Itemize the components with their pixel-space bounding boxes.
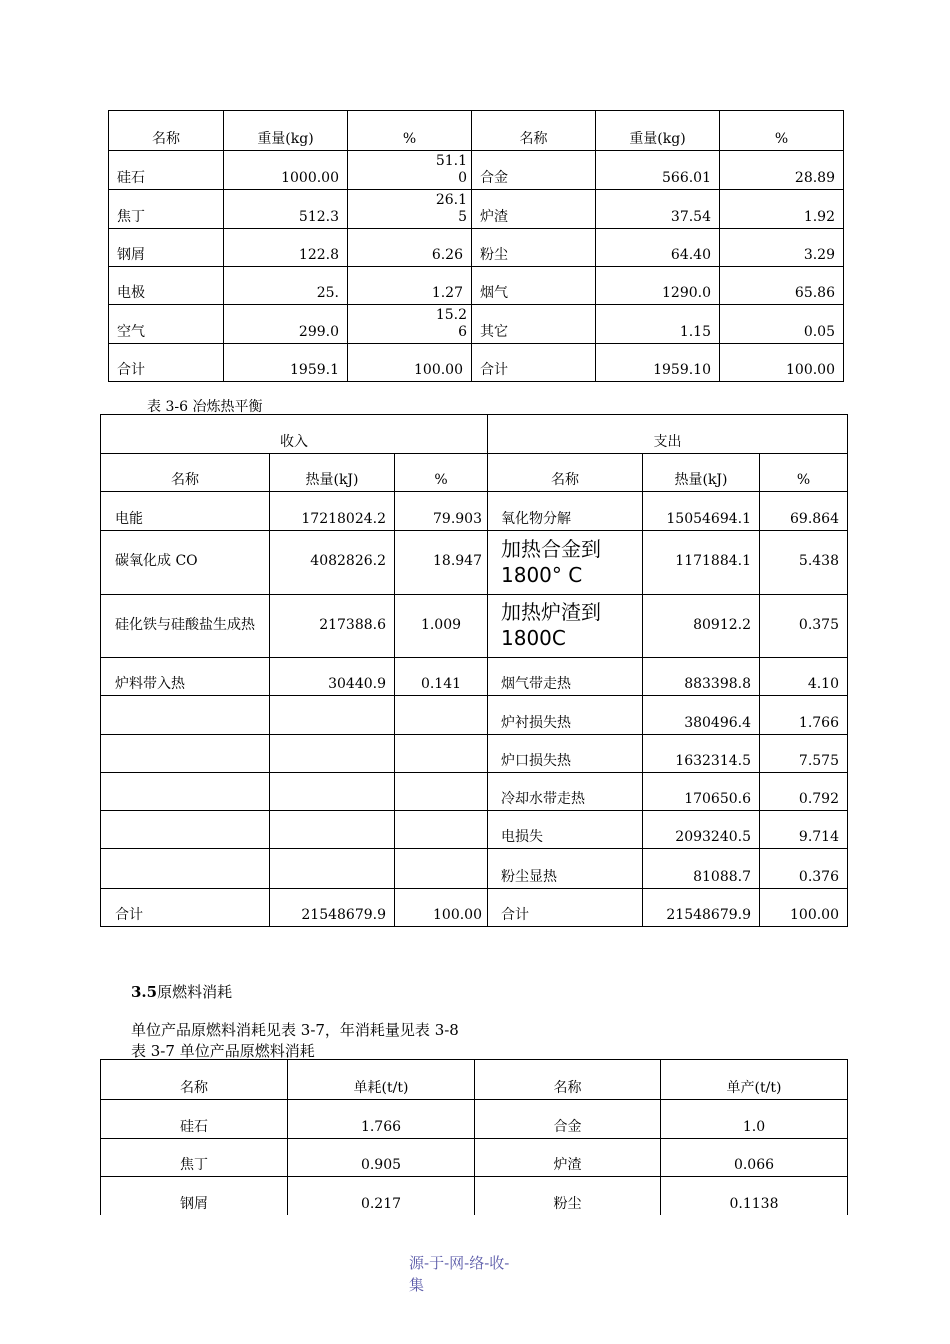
cell-name: 其它 <box>472 305 596 344</box>
cell-name: 钢屑 <box>109 229 224 267</box>
cell-name: 加热合金到1800° C <box>488 531 643 595</box>
cell-name: 粉尘 <box>472 229 596 267</box>
cell-name: 焦丁 <box>101 1139 288 1177</box>
cell-value: 21548679.9 <box>643 889 760 927</box>
table-row <box>109 229 844 267</box>
table-header-row <box>101 454 848 492</box>
header-cell: 名称 <box>488 454 643 492</box>
table-row <box>101 811 848 849</box>
income-header: 收入 <box>101 415 488 454</box>
section-intro: 单位产品原燃料消耗见表 3-7，年消耗量见表 3-8 <box>131 1021 459 1039</box>
cell-value: 170650.6 <box>643 773 760 811</box>
cell-value: 30440.9 <box>270 658 395 696</box>
cell-value: 37.54 <box>596 190 720 229</box>
cell-empty <box>395 735 488 773</box>
cell-name: 氧化物分解 <box>488 492 643 531</box>
cell-percent: 28.89 <box>720 151 844 190</box>
cell-percent: 1.27 <box>348 267 472 305</box>
cell-name: 钢屑 <box>101 1177 288 1215</box>
heat-balance-table <box>100 414 848 927</box>
table-row <box>109 305 844 344</box>
table-header-row <box>109 111 844 151</box>
cell-value: 1290.0 <box>596 267 720 305</box>
cell-name: 合计 <box>101 889 270 927</box>
cell-value: 1.0 <box>661 1100 848 1139</box>
header-cell: 名称 <box>101 1060 288 1100</box>
cell-percent <box>348 151 472 190</box>
cell-percent: 100.00 <box>395 889 488 927</box>
cell-name: 炉渣 <box>472 190 596 229</box>
cell-value: 1959.10 <box>596 344 720 382</box>
cell-percent: 79.903 <box>395 492 488 531</box>
cell-percent: 69.864 <box>760 492 848 531</box>
table-row <box>101 1139 848 1177</box>
cell-empty <box>101 849 270 889</box>
section-heading <box>131 981 232 1002</box>
cell-value: 17218024.2 <box>270 492 395 531</box>
table37-caption: 表 3-7 单位产品原燃料消耗 <box>131 1042 315 1060</box>
header-cell: 名称 <box>472 111 596 151</box>
cell-percent: 100.00 <box>760 889 848 927</box>
cell-empty <box>270 811 395 849</box>
cell-empty <box>395 849 488 889</box>
cell-empty <box>270 696 395 735</box>
cell-value: 0.905 <box>288 1139 475 1177</box>
table36-caption: 表 3-6 冶炼热平衡 <box>147 399 263 415</box>
header-cell: 单耗(t/t) <box>288 1060 475 1100</box>
cell-value: 1959.1 <box>224 344 348 382</box>
cell-percent: 3.29 <box>720 229 844 267</box>
cell-value: 1.15 <box>596 305 720 344</box>
footer-watermark <box>409 1252 529 1296</box>
table-header-row <box>101 1060 848 1100</box>
cell-name: 炉口损失热 <box>488 735 643 773</box>
footer-line: 集 <box>409 1276 425 1294</box>
header-cell: 重量(kg) <box>596 111 720 151</box>
cell-name: 焦丁 <box>109 190 224 229</box>
header-cell: 重量(kg) <box>224 111 348 151</box>
section-number: 3.5 <box>131 983 158 1001</box>
cell-name: 粉尘显热 <box>488 849 643 889</box>
header-cell: 名称 <box>475 1060 661 1100</box>
cell-value: 80912.2 <box>643 595 760 658</box>
cell-percent <box>348 305 472 344</box>
cell-percent: 6.26 <box>348 229 472 267</box>
cell-name: 空气 <box>109 305 224 344</box>
cell-name: 电能 <box>101 492 270 531</box>
consumption-table <box>100 1059 848 1215</box>
cell-percent: 7.575 <box>760 735 848 773</box>
cell-percent: 100.00 <box>348 344 472 382</box>
cell-percent: 1.766 <box>760 696 848 735</box>
cell-value: 380496.4 <box>643 696 760 735</box>
cell-name: 电极 <box>109 267 224 305</box>
cell-empty <box>270 773 395 811</box>
cell-name: 烟气带走热 <box>488 658 643 696</box>
cell-name: 加热炉渣到1800C <box>488 595 643 658</box>
cell-name: 硅石 <box>101 1100 288 1139</box>
header-cell: % <box>395 454 488 492</box>
header-cell: 热量(kJ) <box>270 454 395 492</box>
table-row <box>101 1177 848 1215</box>
cell-percent: 0.375 <box>760 595 848 658</box>
cell-name: 合金 <box>472 151 596 190</box>
table-total-row <box>101 889 848 927</box>
cell-name: 合金 <box>475 1100 661 1139</box>
cell-empty <box>101 811 270 849</box>
cell-empty <box>395 773 488 811</box>
cell-name: 冷却水带走热 <box>488 773 643 811</box>
table-row <box>109 190 844 229</box>
cell-name: 电损失 <box>488 811 643 849</box>
cell-name: 合计 <box>488 889 643 927</box>
cell-value: 0.066 <box>661 1139 848 1177</box>
cell-value: 64.40 <box>596 229 720 267</box>
table-row <box>101 773 848 811</box>
cell-value: 566.01 <box>596 151 720 190</box>
material-balance-table <box>108 110 844 382</box>
table-row <box>101 492 848 531</box>
header-cell: 热量(kJ) <box>643 454 760 492</box>
cell-percent: 1.009 <box>395 595 488 658</box>
cell-percent: 9.714 <box>760 811 848 849</box>
cell-value: 81088.7 <box>643 849 760 889</box>
cell-empty <box>270 849 395 889</box>
cell-name: 碳氧化成 CO <box>101 531 270 595</box>
cell-value: 15054694.1 <box>643 492 760 531</box>
cell-name: 烟气 <box>472 267 596 305</box>
cell-percent: 4.10 <box>760 658 848 696</box>
cell-value: 2093240.5 <box>643 811 760 849</box>
cell-value: 1.766 <box>288 1100 475 1139</box>
table-row <box>101 1100 848 1139</box>
table-row <box>101 735 848 773</box>
cell-percent: 0.792 <box>760 773 848 811</box>
table-row <box>101 531 848 595</box>
cell-name: 合计 <box>472 344 596 382</box>
cell-percent: 18.947 <box>395 531 488 595</box>
cell-value: 512.3 <box>224 190 348 229</box>
table-total-row <box>109 344 844 382</box>
cell-name: 炉渣 <box>475 1139 661 1177</box>
header-cell: % <box>760 454 848 492</box>
cell-value: 0.217 <box>288 1177 475 1215</box>
cell-value: 883398.8 <box>643 658 760 696</box>
cell-name: 合计 <box>109 344 224 382</box>
cell-name: 粉尘 <box>475 1177 661 1215</box>
cell-value: 122.8 <box>224 229 348 267</box>
cell-percent: 5.438 <box>760 531 848 595</box>
cell-value: 299.0 <box>224 305 348 344</box>
cell-name: 硅石 <box>109 151 224 190</box>
header-cell: 单产(t/t) <box>661 1060 848 1100</box>
cell-empty <box>395 696 488 735</box>
cell-percent: 100.00 <box>720 344 844 382</box>
table-group-header-row <box>101 415 848 454</box>
cell-percent: 0.141 <box>395 658 488 696</box>
cell-value: 0.1138 <box>661 1177 848 1215</box>
cell-percent-text: 51.10 <box>435 153 467 186</box>
cell-name: 硅化铁与硅酸盐生成热 <box>101 595 270 658</box>
cell-value: 4082826.2 <box>270 531 395 595</box>
table-row <box>101 595 848 658</box>
cell-value: 1632314.5 <box>643 735 760 773</box>
cell-percent <box>348 190 472 229</box>
cell-empty <box>101 735 270 773</box>
cell-empty <box>101 773 270 811</box>
section-title: 原燃料消耗 <box>157 983 233 1001</box>
header-cell: 名称 <box>109 111 224 151</box>
header-cell: 名称 <box>101 454 270 492</box>
header-cell: % <box>348 111 472 151</box>
cell-percent-text: 15.26 <box>435 307 467 340</box>
cell-empty <box>270 735 395 773</box>
cell-percent: 0.05 <box>720 305 844 344</box>
cell-value: 1171884.1 <box>643 531 760 595</box>
cell-name: 炉料带入热 <box>101 658 270 696</box>
cell-percent: 1.92 <box>720 190 844 229</box>
cell-value: 217388.6 <box>270 595 395 658</box>
cell-value: 1000.00 <box>224 151 348 190</box>
table-row <box>101 658 848 696</box>
cell-value: 25. <box>224 267 348 305</box>
cell-value: 21548679.9 <box>270 889 395 927</box>
cell-percent: 0.376 <box>760 849 848 889</box>
header-cell: % <box>720 111 844 151</box>
table-row <box>101 849 848 889</box>
table-row <box>109 151 844 190</box>
footer-line: 源-于-网-络-收- <box>409 1254 510 1272</box>
cell-empty <box>101 696 270 735</box>
cell-empty <box>395 811 488 849</box>
table-row <box>101 696 848 735</box>
expense-header: 支出 <box>488 415 848 454</box>
cell-name: 炉衬损失热 <box>488 696 643 735</box>
table-row <box>109 267 844 305</box>
cell-percent: 65.86 <box>720 267 844 305</box>
cell-percent-text: 26.15 <box>435 192 467 225</box>
